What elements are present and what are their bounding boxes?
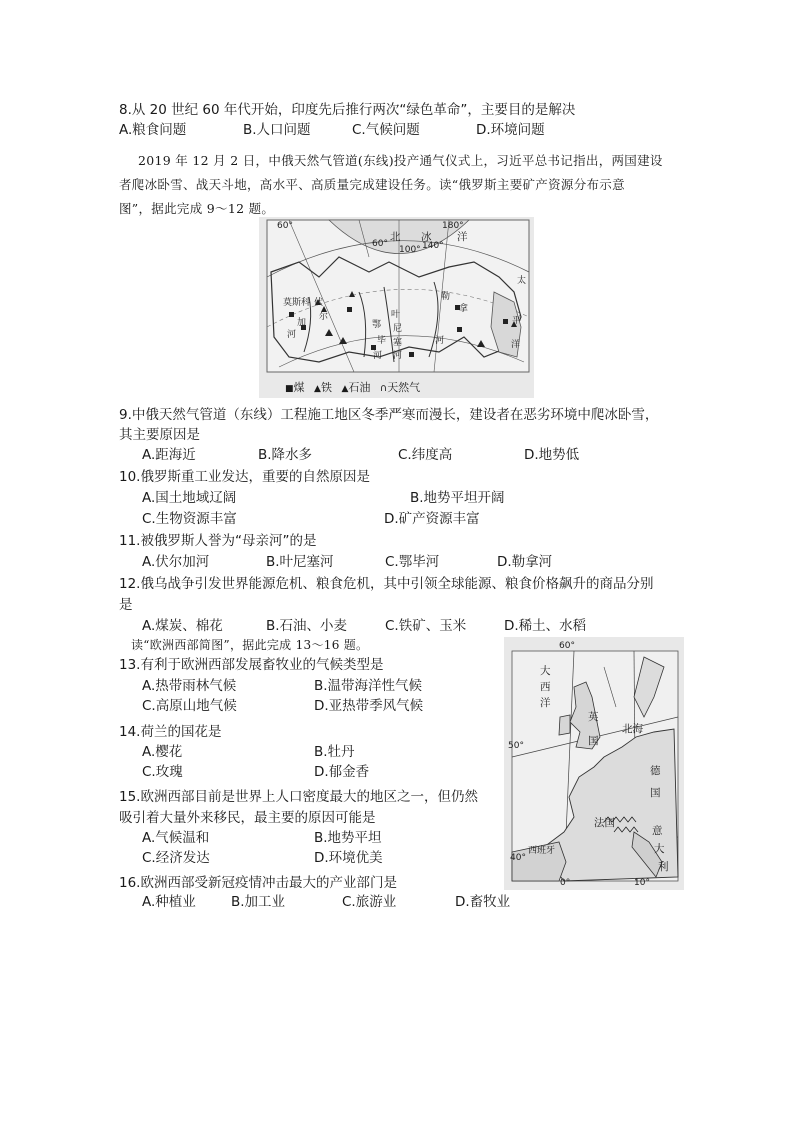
q13-option-d: D.亚热带季风气候	[314, 698, 424, 714]
coal-icon: ■	[285, 384, 294, 394]
intro-russia-line1: 2019 年 12 月 2 日，中俄天然气管道(东线)投产通气仪式上，习近平总书记指出，两国建设	[138, 153, 663, 168]
q12-option-a: A.煤炭、棉花	[142, 618, 223, 634]
volga-label-4: 河	[287, 330, 297, 340]
europe-map-lon10-label: 10°	[634, 878, 650, 888]
q10-option-d: D.矿产资源丰富	[384, 511, 480, 527]
q16-option-d: D.畜牧业	[455, 894, 511, 910]
russia-map-lon60-label: 60°	[277, 221, 293, 231]
germany-label-2: 国	[650, 787, 661, 799]
q12-option-c: C.铁矿、玉米	[385, 618, 467, 634]
lena-label-3: 河	[435, 336, 445, 346]
italy-label-3: 利	[658, 861, 669, 873]
atlantic-label-2: 西	[540, 681, 551, 693]
europe-map-lon60-label: 60°	[559, 641, 575, 651]
spain-label: 西班牙	[528, 846, 556, 856]
q13-option-c: C.高原山地气候	[142, 698, 237, 714]
intro-europe: 读“欧洲西部简图”，据此完成 13～16 题。	[131, 638, 369, 652]
q9-option-a: A.距海近	[142, 447, 196, 463]
yenisei-label-2: 尼	[393, 324, 403, 334]
uk-label-2: 国	[588, 735, 599, 747]
q10-option-b: B.地势平坦开阔	[410, 490, 505, 506]
arctic-ocean-label-3: 洋	[457, 231, 468, 243]
q12-stem-line2: 是	[119, 597, 133, 613]
q15-option-d: D.环境优美	[314, 850, 383, 866]
q8-option-a: A.粮食问题	[119, 122, 187, 138]
oil-icon: ▲	[341, 384, 349, 394]
legend-iron: 铁	[320, 381, 332, 394]
europe-map-lat40-label: 40°	[510, 853, 526, 863]
uk-label-1: 英	[588, 711, 599, 723]
pacific-label-1: 太	[517, 276, 527, 286]
q12-option-b: B.石油、小麦	[266, 618, 348, 634]
legend-coal: 煤	[293, 381, 305, 394]
q10-stem: 10.俄罗斯重工业发达，重要的自然原因是	[119, 469, 370, 485]
gas-icon: ∩	[379, 383, 388, 394]
italy-label-1: 意	[652, 825, 663, 837]
ob-label-3: 河	[373, 351, 383, 361]
russia-map-legend	[285, 379, 420, 395]
pacific-label-3: 洋	[511, 340, 521, 350]
ob-label-1: 鄂	[372, 320, 382, 330]
q16-option-a: A.种植业	[142, 894, 196, 910]
q13-option-a: A.热带雨林气候	[142, 678, 237, 694]
q8-option-b: B.人口问题	[243, 122, 311, 138]
q10-option-a: A.国土地域辽阔	[142, 490, 237, 506]
iron-icon: ▲	[314, 384, 321, 394]
q9-stem-line2: 其主要原因是	[119, 427, 200, 443]
q12-option-d: D.稀土、水稻	[504, 618, 587, 634]
volga-label-1: 伏	[314, 298, 324, 308]
yenisei-label-3: 塞	[393, 338, 403, 348]
q16-option-c: C.旅游业	[342, 894, 397, 910]
yenisei-label-4: 河	[393, 351, 403, 361]
europe-map-lon0-label: 0°	[560, 878, 571, 888]
q9-option-d: D.地势低	[524, 447, 580, 463]
q14-option-b: B.牡丹	[314, 744, 355, 760]
intro-russia-line2: 者爬冰卧雪、战天斗地，高水平、高质量完成建设任务。读“俄罗斯主要矿产资源分布示意	[119, 177, 625, 192]
q15-stem-line1: 15.欧洲西部目前是世界上人口密度最大的地区之一，但仍然	[119, 789, 478, 805]
lena-label-1: 勒	[441, 292, 451, 302]
intro-russia-line3: 图”，据此完成 9～12 题。	[119, 201, 275, 216]
q8-option-c: C.气候问题	[352, 122, 420, 138]
legend-oil: 石油	[348, 381, 371, 394]
q16-stem: 16.欧洲西部受新冠疫情冲击最大的产业部门是	[119, 875, 397, 891]
atlantic-label-3: 洋	[540, 697, 551, 709]
moscow-label: 莫斯科	[283, 298, 311, 308]
legend-gas: 天然气	[387, 381, 421, 394]
europe-map-lat50-label: 50°	[508, 741, 524, 751]
q9-stem-line1: 9.中俄天然气管道（东线）工程施工地区冬季严寒而漫长，建设者在恶劣环境中爬冰卧雪，	[119, 407, 659, 423]
q15-stem-line2: 吸引着大量外来移民，最主要的原因可能是	[119, 810, 376, 826]
yenisei-label-1: 叶	[391, 310, 401, 320]
q11-stem: 11.被俄罗斯人誉为“母亲河”的是	[119, 533, 317, 549]
q9-option-c: C.纬度高	[398, 447, 453, 463]
volga-label-2: 尔	[319, 312, 329, 322]
q10-option-c: C.生物资源丰富	[142, 511, 237, 527]
russia-map-lon180-label: 180°	[442, 221, 464, 231]
q14-option-d: D.郁金香	[314, 764, 370, 780]
q14-option-a: A.樱花	[142, 744, 183, 760]
lena-label-2: 拿	[459, 304, 469, 314]
arctic-ocean-label-1: 北	[390, 231, 401, 243]
north-sea-label: 北海	[622, 723, 643, 735]
volga-label-3: 加	[297, 318, 307, 328]
q12-stem-line1: 12.俄乌战争引发世界能源危机、粮食危机，其中引领全球能源、粮食价格飙升的商品分别	[119, 576, 654, 592]
q15-option-a: A.气候温和	[142, 830, 210, 846]
q9-option-b: B.降水多	[258, 447, 313, 463]
italy-label-2: 大	[654, 843, 665, 855]
q8-option-d: D.环境问题	[476, 122, 545, 138]
q11-option-c: C.鄂毕河	[385, 554, 440, 570]
q13-option-b: B.温带海洋性气候	[314, 678, 423, 694]
q15-option-b: B.地势平坦	[314, 830, 382, 846]
q11-option-b: B.叶尼塞河	[266, 554, 334, 570]
france-label: 法国	[594, 817, 615, 829]
q16-option-b: B.加工业	[231, 894, 286, 910]
western-europe-map	[504, 637, 684, 890]
q15-option-c: C.经济发达	[142, 850, 210, 866]
russia-mineral-map	[259, 217, 534, 398]
pacific-label-2: 平	[512, 316, 522, 326]
arctic-ocean-label-2: 冰	[421, 231, 432, 243]
q11-option-d: D.勒拿河	[497, 554, 553, 570]
germany-label-1: 德	[650, 765, 661, 777]
q13-stem: 13.有利于欧洲西部发展畜牧业的气候类型是	[119, 657, 384, 673]
atlantic-label-1: 大	[540, 665, 551, 677]
russia-map-lon60b-label: 60°	[372, 239, 388, 249]
q14-option-c: C.玫瑰	[142, 764, 183, 780]
q11-option-a: A.伏尔加河	[142, 554, 210, 570]
q14-stem: 14.荷兰的国花是	[119, 724, 222, 740]
ob-label-2: 毕	[377, 336, 387, 346]
q8-stem: 8.从 20 世纪 60 年代开始，印度先后推行两次“绿色革命”，主要目的是解决	[119, 102, 576, 118]
russia-map-lon100-label: 100°	[399, 245, 421, 255]
russia-map-lon140-label: 140°	[422, 241, 444, 251]
